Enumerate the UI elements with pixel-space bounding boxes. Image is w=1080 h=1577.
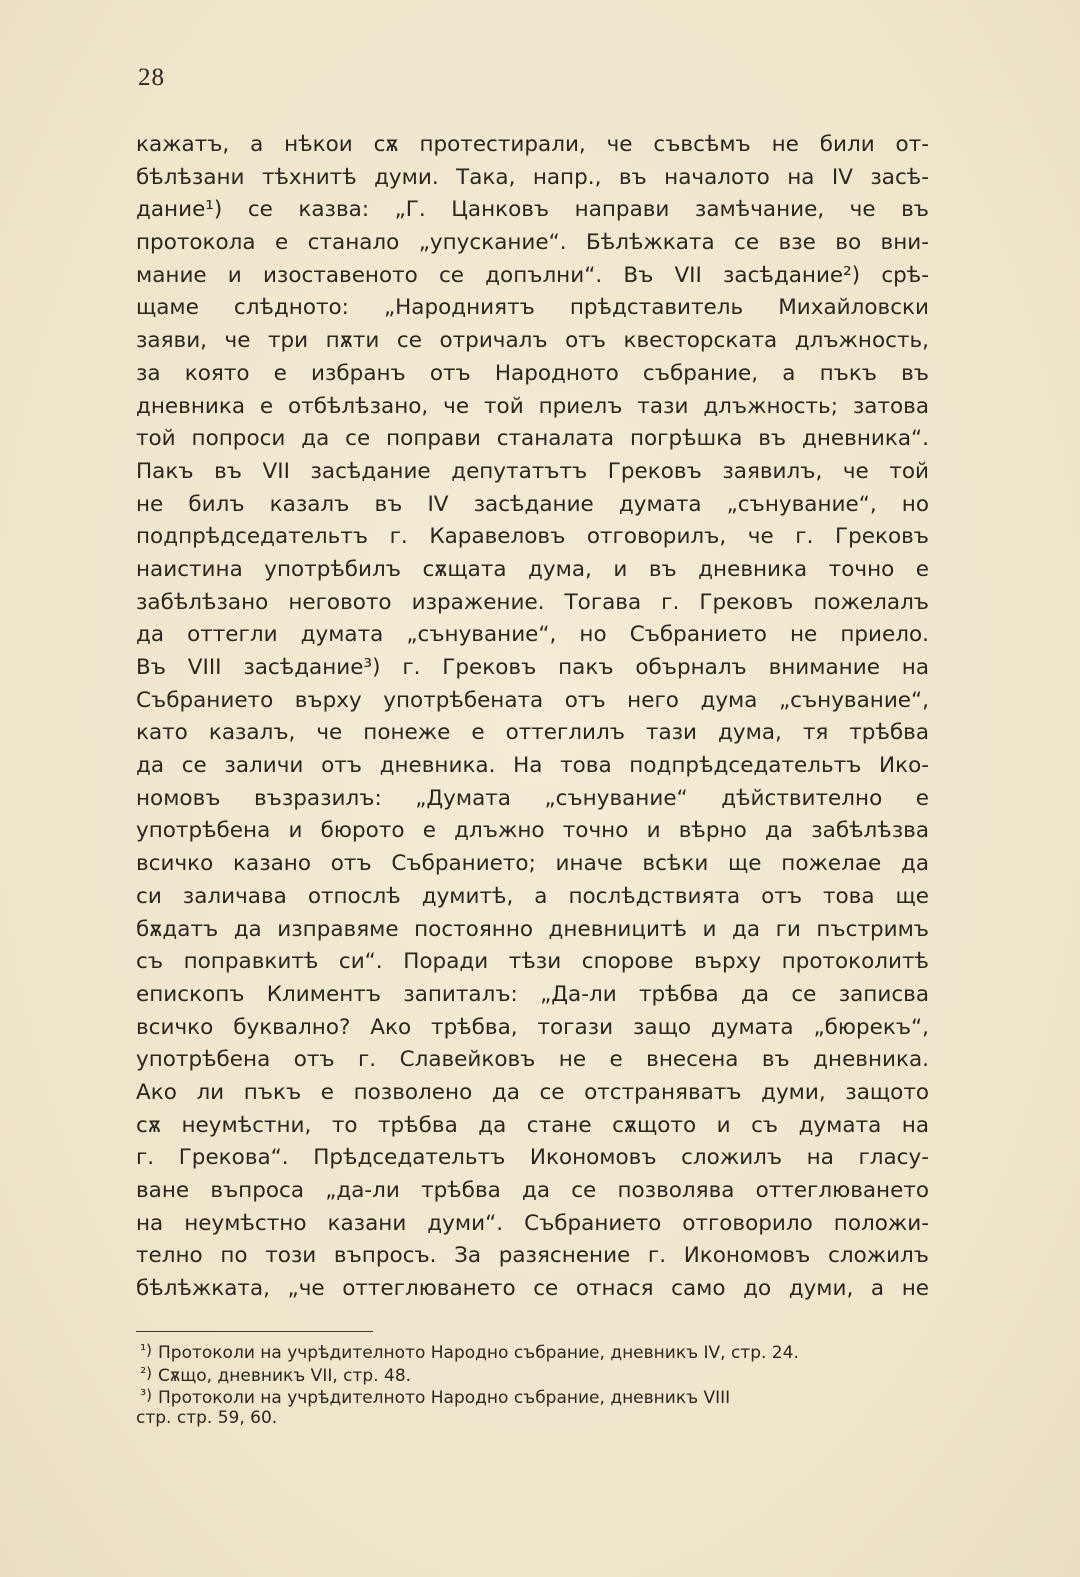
footnote-mark: ¹) bbox=[140, 1341, 152, 1359]
text-line: подпрѣдседательтъ г. Каравеловъ отговорилъ, че г. Грековъ bbox=[136, 524, 929, 550]
text-line: употрѣбена и бюрото е длъжно точно и вѣрно да забѣлѣзва bbox=[136, 818, 929, 844]
text-line: г. Грекова“. Прѣдседательтъ Икономовъ сложилъ на гласу- bbox=[136, 1145, 929, 1171]
text-line: всичко казано отъ Събранието; иначе всѣки ще пожелае да bbox=[136, 851, 929, 877]
text-line: да се заличи отъ дневника. На това подпрѣдседательтъ Ико- bbox=[136, 753, 929, 779]
text-line: телно по този въпросъ. За разяснение г. Икономовъ сложилъ bbox=[136, 1243, 929, 1269]
text-line: на неумѣстно казани думи“. Събранието отговорило положи- bbox=[136, 1210, 929, 1236]
footnote-mark: ³) bbox=[140, 1386, 152, 1404]
text-line: си заличава отпослѣ думитѣ, а послѣдствията отъ това ще bbox=[136, 883, 929, 909]
text-line: протокола е станало „упускание“. Бѣлѣжката се взе во вни- bbox=[136, 230, 929, 256]
text-line: да оттегли думата „сънувание“, но Събранието не приело. bbox=[136, 622, 929, 648]
text-line: ване въпроса „да-ли трѣбва да се позволява оттеглюването bbox=[136, 1178, 929, 1203]
footnote-mark: ²) bbox=[140, 1363, 152, 1382]
text-line: Въ VIII засѣдание³) г. Грековъ пакъ обърналъ внимание на bbox=[136, 655, 929, 680]
text-line: сѫ неумѣстни, то трѣбва да стане сѫщото и съ думата на bbox=[136, 1112, 929, 1138]
text-line: бѣлѣжката, „че оттеглюването се отнася само до думи, а не bbox=[136, 1276, 929, 1302]
text-line: бѣлѣзани тѣхнитѣ думи. Така, напр., въ началото на IV засѣ- bbox=[136, 164, 929, 190]
text-line: бѫдатъ да изправяме постоянно дневницитѣ и да ги пъстримъ bbox=[136, 916, 929, 942]
text-line: мание и изоставеното се допълни“. Въ VII засѣдание²) срѣ- bbox=[136, 262, 929, 288]
text-line: не билъ казалъ въ IV засѣдание думата „сънувание“, но bbox=[136, 491, 929, 517]
text-line: той попроси да се поправи станалата погрѣшка въ дневника“. bbox=[136, 426, 929, 452]
page-number: 28 bbox=[138, 64, 165, 91]
footnote-2 bbox=[136, 1364, 929, 1387]
text-line: като казалъ, че понеже е оттеглилъ тази дума, тя трѣбва bbox=[136, 720, 929, 746]
footnote-text: Протоколи на учрѣдителното Народно събрание, дневникъ IV, стр. 24. bbox=[158, 1343, 799, 1363]
footnote-3 bbox=[136, 1386, 929, 1409]
footnote-divider bbox=[136, 1331, 373, 1332]
text-line: забѣлѣзано неговото изражение. Тогава г. Грековъ пожелалъ bbox=[136, 589, 929, 615]
text-line: наистина употрѣбилъ сѫщата дума, и въ дневника точно е bbox=[136, 556, 929, 582]
text-line: за която е избранъ отъ Народното събрание, а пъкъ въ bbox=[136, 360, 929, 386]
text-line: Събранието върху употрѣбената отъ него дума „сънувание“, bbox=[136, 687, 929, 713]
footnote-3-continuation: стр. стр. 59, 60. bbox=[136, 1407, 278, 1428]
text-line: Пакъ въ VII засѣдание депутатътъ Грековъ заявилъ, че той bbox=[136, 458, 929, 484]
footnote-1 bbox=[136, 1341, 929, 1364]
text-line: дневника е отбѣлѣзано, че той приелъ тази длъжность; затова bbox=[136, 393, 929, 419]
text-line: номовъ възразилъ: „Думата „сънувание“ дѣйствително е bbox=[136, 785, 929, 811]
text-line: щаме слѣдното: „Народниятъ прѣдставитель Михайловски bbox=[136, 295, 929, 321]
text-line: съ поправкитѣ си“. Поради тѣзи спорове върху протоколитѣ bbox=[136, 949, 929, 975]
text-line: епископъ Климентъ запиталъ: „Да-ли трѣбва да се записва bbox=[136, 981, 929, 1007]
footnotes bbox=[136, 1341, 929, 1428]
footnote-text: Сѫщо, дневникъ VII, стр. 48. bbox=[158, 1365, 412, 1386]
text-line: заяви, че три пѫти се отричалъ отъ квесторската длъжность, bbox=[136, 328, 929, 354]
text-line: употрѣбена отъ г. Славейковъ не е внесена въ дневника. bbox=[136, 1047, 929, 1073]
text-line: кажатъ, а нѣкои сѫ протестирали, че съвсѣмъ не били от- bbox=[136, 132, 929, 157]
text-line: дание¹) се казва: „Г. Цанковъ направи замѣчание, че въ bbox=[136, 197, 929, 223]
footnote-text: Протоколи на учрѣдителното Народно събрание, дневникъ VIII bbox=[158, 1388, 731, 1408]
body-text bbox=[136, 129, 929, 1306]
text-line: Ако ли пъкъ е позволено да се отстраняватъ думи, защото bbox=[136, 1079, 929, 1105]
text-line: всичко буквално? Ако трѣбва, тогази защо думата „бюрекъ“, bbox=[136, 1014, 929, 1040]
